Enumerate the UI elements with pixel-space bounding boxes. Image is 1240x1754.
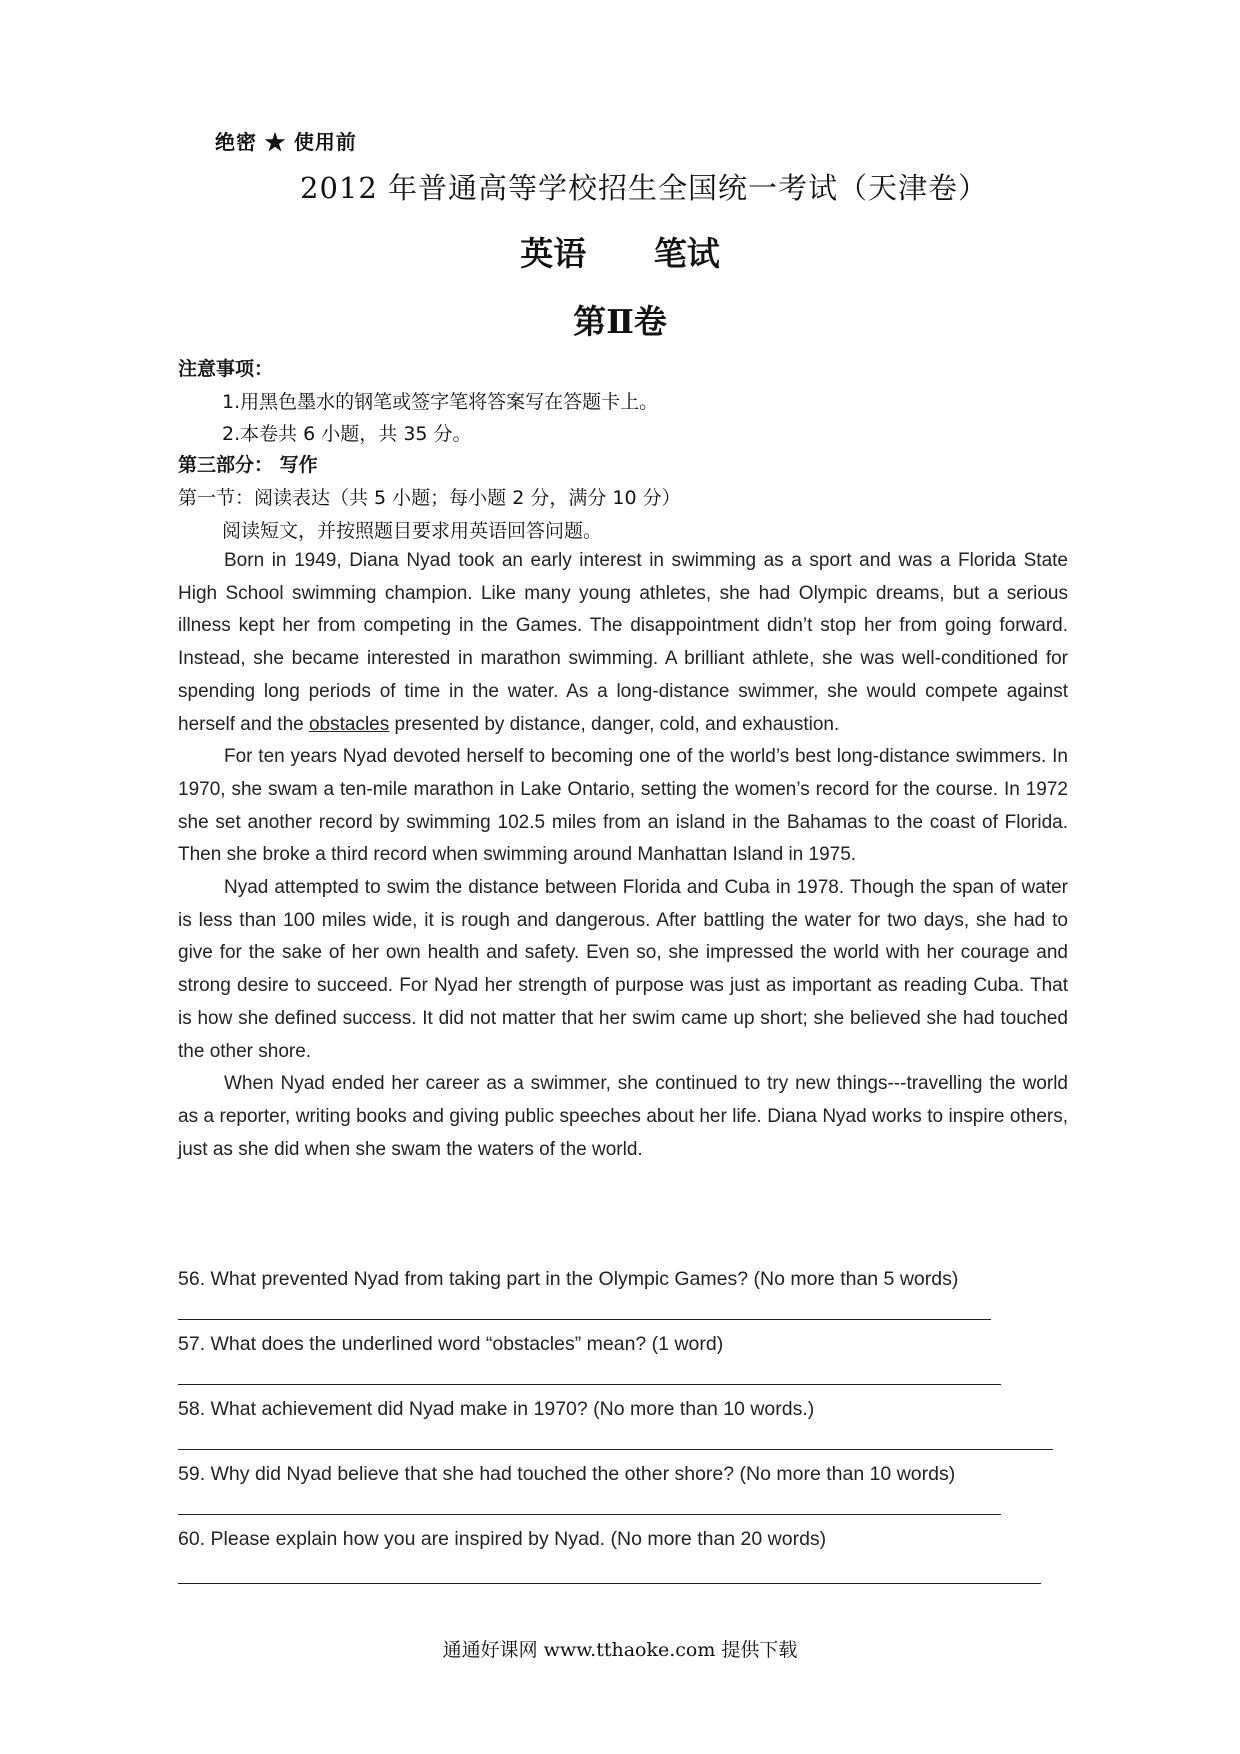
answer-line-60[interactable]	[178, 1583, 1041, 1584]
section-heading: 第一节：阅读表达（共 5 小题；每小题 2 分，满分 10 分）	[178, 487, 681, 509]
exam-title: 2012 年普通高等学校招生全国统一考试（天津卷）	[300, 171, 989, 205]
instruction-text: 阅读短文，并按照题目要求用英语回答问题。	[222, 520, 603, 542]
subject-written: 笔试	[653, 234, 720, 273]
passage-paragraph-1: Born in 1949, Diana Nyad took an early interest in swimming as a sport and was a Florida State High School swimming champion. Like many young athletes, she had Olympic dreams, but a serious illness kept her from competing in the Games. The disappointment didn’t stop her from going forward. Instead, she became interested in marathon swimming. A brilliant athlete, she was well-conditioned for spending long periods of time in the water. As a long-distance swimmer, she would compete against herself and the obstacles presented by distance, danger, cold, and exhaustion.	[178, 550, 1068, 735]
underlined-word-obstacles: obstacles	[308, 713, 390, 735]
question-59: 59. Why did Nyad believe that she had touched the other shore? (No more than 10 words)	[178, 1463, 956, 1485]
subject-english: 英语	[520, 234, 587, 273]
question-60: 60. Please explain how you are inspired by Nyad. (No more than 20 words)	[178, 1528, 827, 1550]
answer-line-59[interactable]	[178, 1514, 1001, 1515]
volume-title: 第Ⅱ卷	[573, 302, 667, 341]
answer-line-58[interactable]	[178, 1449, 1053, 1450]
reading-passage	[178, 545, 1068, 1166]
answer-line-57[interactable]	[178, 1384, 1001, 1385]
answer-line-56[interactable]	[178, 1319, 991, 1320]
passage-paragraph-3: Nyad attempted to swim the distance between Florida and Cuba in 1978. Though the span of water is less than 100 miles wide, it is rough and dangerous. After battling the water for two days, she had to give for the sake of her own health and safety. Even so, she impressed the world with her courage and strong desire to succeed. For Nyad her strength of purpose was just as important as reading Cuba. That is how she defined success. It did not matter that her swim came up short; she believed she had touched the other shore.	[178, 877, 1068, 1062]
secret-mark: 绝密 ★ 使用前	[215, 130, 357, 154]
passage-paragraph-2: For ten years Nyad devoted herself to becoming one of the world’s best long-distance swimmers. In 1970, she swam a ten-mile marathon in Lake Ontario, setting the women’s record for the course. In 1972 she set another record by swimming 102.5 miles from an island in the Bahamas to the coast of Florida. Then she broke a third record when swimming around Manhattan Island in 1975.	[178, 746, 1068, 866]
question-58: 58. What achievement did Nyad make in 1970? (No more than 10 words.)	[178, 1398, 815, 1420]
part-heading: 第三部分： 写作	[178, 454, 318, 476]
notice-item-2: 2.本卷共 6 小题，共 35 分。	[222, 423, 472, 445]
question-56: 56. What prevented Nyad from taking part in the Olympic Games? (No more than 5 words)	[178, 1268, 959, 1290]
notice-item-1: 1.用黑色墨水的钢笔或签字笔将答案写在答题卡上。	[222, 391, 659, 413]
subject-title	[0, 228, 1240, 275]
notice-heading: 注意事项：	[178, 358, 274, 380]
footer-source: 通通好课网 www.tthaoke.com 提供下载	[442, 1639, 798, 1661]
question-57: 57. What does the underlined word “obstacles” mean? (1 word)	[178, 1333, 724, 1355]
passage-paragraph-4: When Nyad ended her career as a swimmer, she continued to try new things---travelling the world as a reporter, writing books and giving public speeches about her life. Diana Nyad works to inspire others, just as she did when she swam the waters of the world.	[178, 1073, 1068, 1160]
